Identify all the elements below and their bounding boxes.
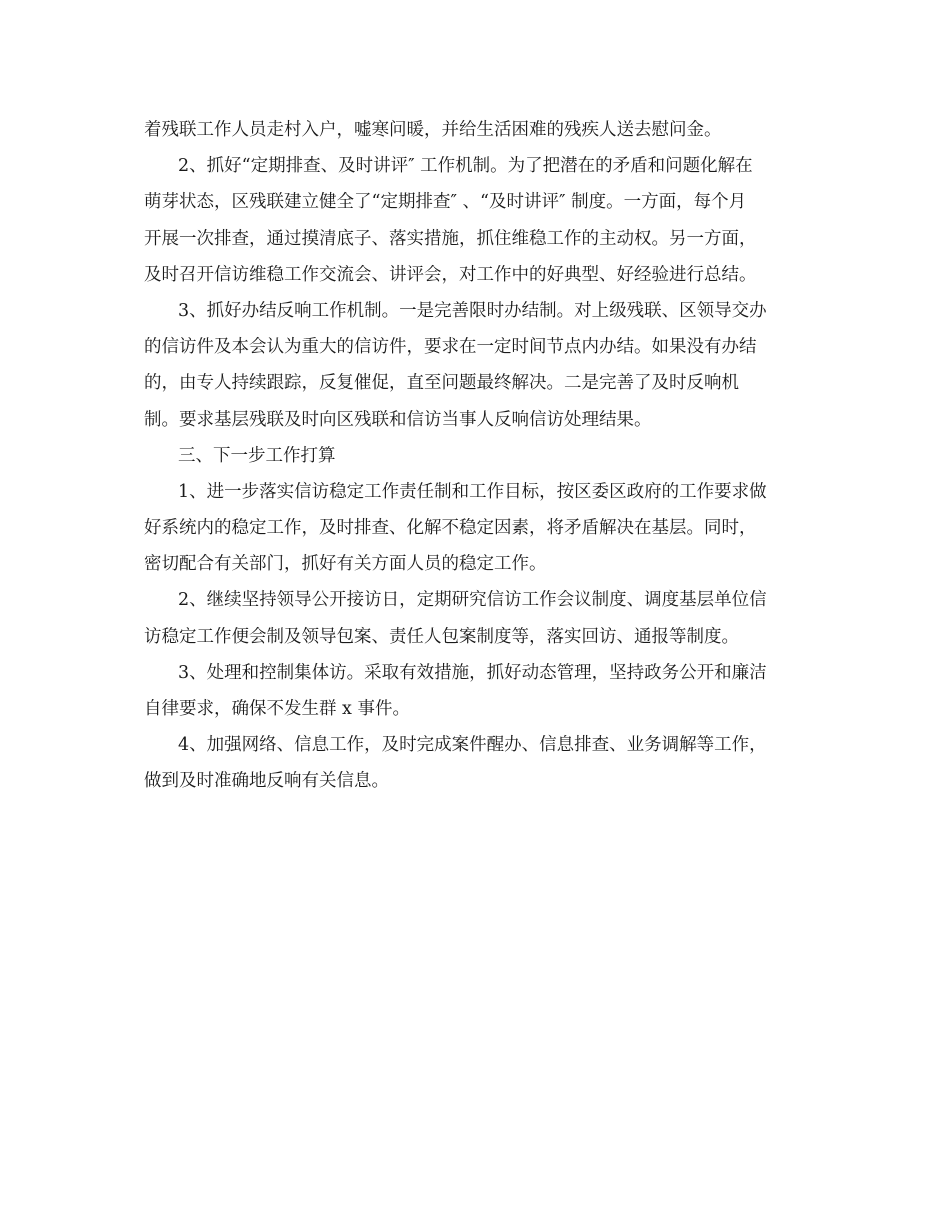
body-line-9: 制。要求基层残联及时向区残联和信访当事人反响信访处理结果。	[144, 409, 652, 430]
body-line-17: 自律要求，确保不发生群 x 事件。	[144, 699, 410, 719]
body-line-5: 及时召开信访维稳工作交流会、讲评会，对工作中的好典型、好经验进行总结。	[144, 264, 757, 285]
body-line-6: 3、抓好办结反响工作机制。一是完善限时办结制。对上级残联、区领导交办	[178, 300, 767, 321]
body-line-7: 的信访件及本会认为重大的信访件，要求在一定时间节点内办结。如果没有办结	[144, 337, 757, 358]
body-line-3: 萌芽状态，区残联建立健全了“定期排查″ 、“及时讲评″ 制度。一方面，每个月	[144, 192, 747, 213]
body-line-13: 密切配合有关部门，抓好有关方面人员的稳定工作。	[144, 554, 547, 575]
body-line-1: 着残联工作人员走村入户，嘘寒问暖，并给生活困难的残疾人送去慰问金。	[144, 120, 722, 140]
body-line-4: 开展一次排查，通过摸清底子、落实措施，抓住维稳工作的主动权。另一方面，	[144, 228, 757, 249]
body-line-11: 1、进一步落实信访稳定工作责任制和工作目标，按区委区政府的工作要求做	[178, 481, 767, 502]
body-line-18: 4、加强网络、信息工作，及时完成案件醒办、信息排查、业务调解等工作，	[178, 735, 767, 756]
body-line-12: 好系统内的稳定工作，及时排查、化解不稳定因素，将矛盾解决在基层。同时，	[144, 518, 757, 539]
body-line-2: 2、抓好“定期排查、及时讲评″ 工作机制。为了把潜在的矛盾和问题化解在	[178, 156, 753, 177]
body-line-8: 的，由专人持续跟踪，反复催促，直至问题最终解决。二是完善了及时反响机	[144, 373, 739, 394]
section-heading: 三、下一步工作打算	[178, 445, 336, 466]
body-line-15: 访稳定工作便会制及领导包案、责任人包案制度等，落实回访、通报等制度。	[144, 626, 739, 647]
body-line-16: 3、处理和控制集体访。采取有效措施，抓好动态管理，坚持政务公开和廉洁	[178, 662, 767, 683]
document-body	[144, 112, 810, 800]
body-line-14: 2、继续坚持领导公开接访日，定期研究信访工作会议制度、调度基层单位信	[178, 590, 767, 611]
body-line-19: 做到及时准确地反响有关信息。	[144, 771, 389, 792]
